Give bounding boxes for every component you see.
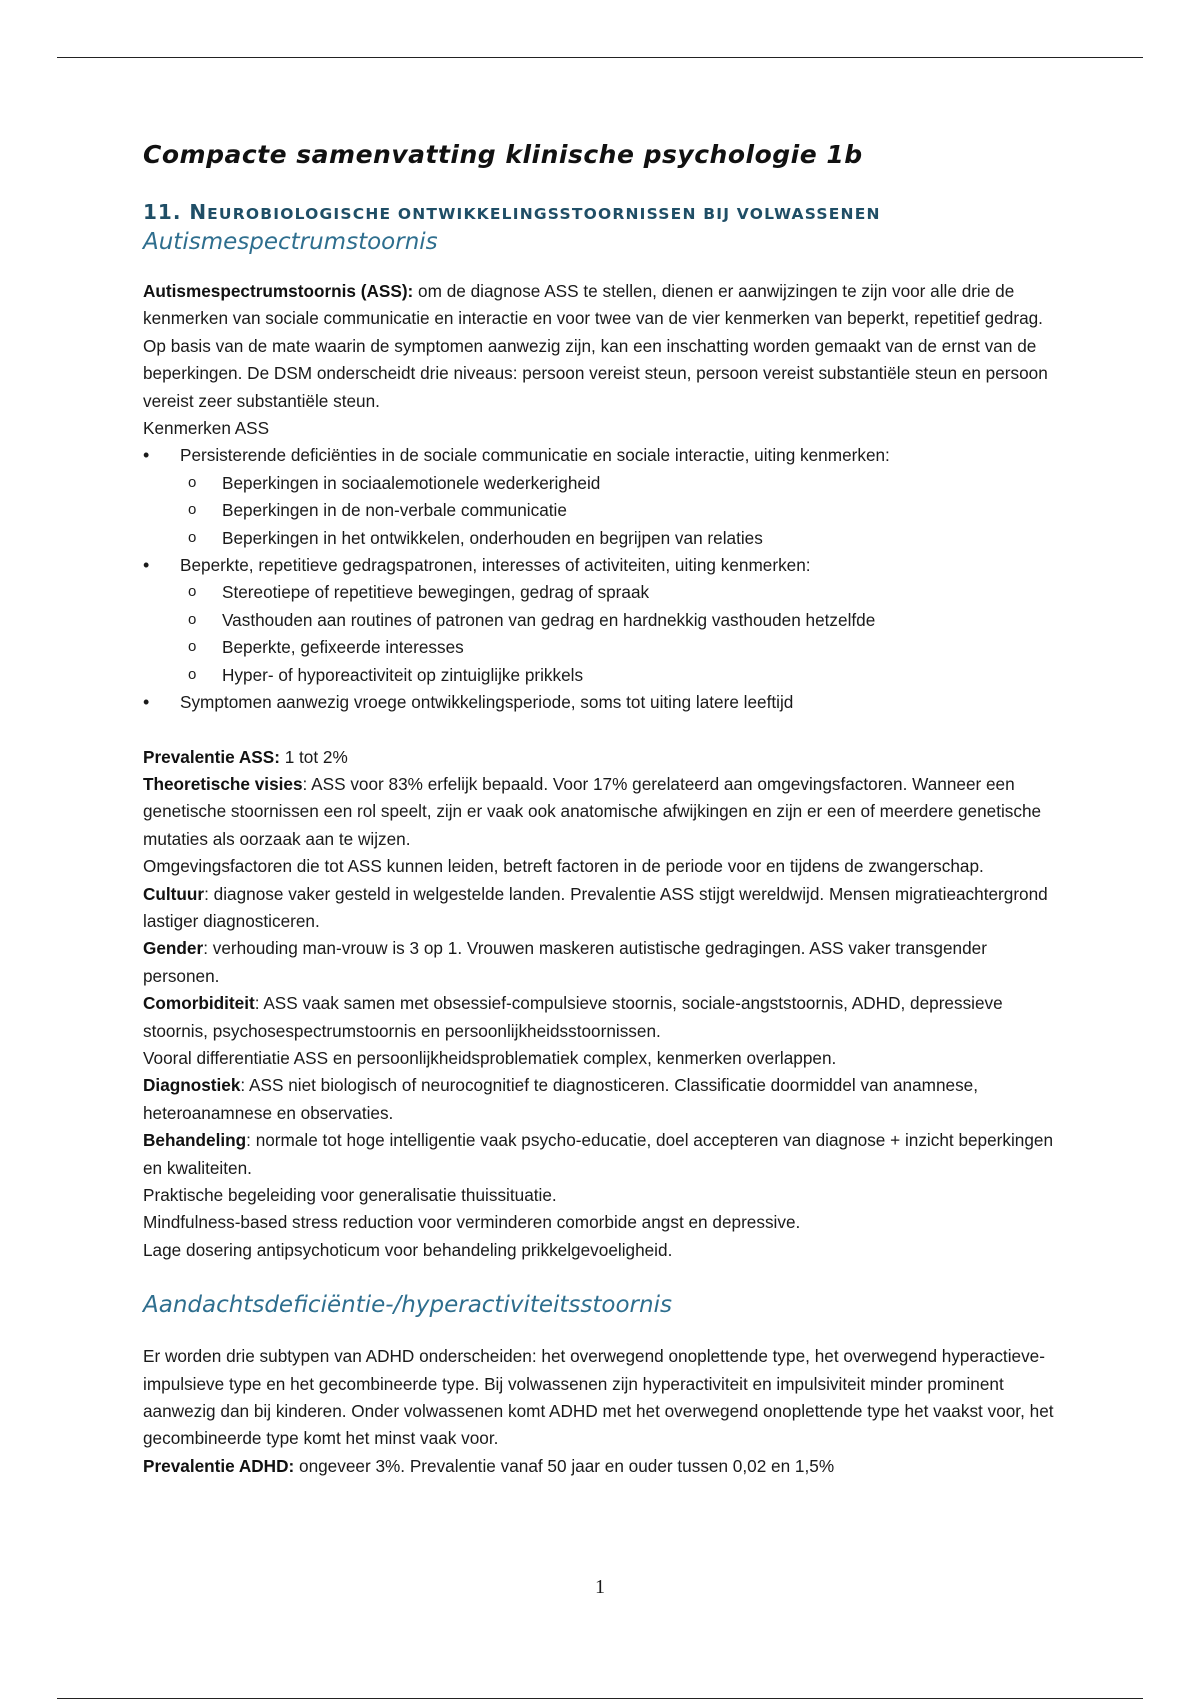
list-item: o Beperkingen in het ontwikkelen, onderhouden en begrijpen van relaties	[180, 525, 1063, 552]
list-item: • Beperkte, repetitieve gedragspatronen, interesses of activiteiten, uiting kenmerken: o Stereotiepe of repetitieve bewegingen, gedrag of spraak o Vasthouden aan routines of patronen van gedrag en hardnekkig vasthouden hetzelfde o Beperkte, gefixeerde interesses o Hyper- of hyporeactiviteit op zintuiglijke prikkels	[143, 552, 1063, 689]
list-item: o Vasthouden aan routines of patronen van gedrag en hardnekkig vasthouden hetzelfde	[180, 607, 1063, 634]
ass-intro-label: Autismespectrumstoornis (ASS):	[143, 281, 414, 301]
ass-differentiation: Vooral differentiatie ASS en persoonlijkheidsproblematiek complex, kenmerken overlappen.	[143, 1047, 837, 1068]
document-body	[143, 140, 1063, 1480]
adhd-prevalence: Prevalentie ADHD: ongeveer 3%. Prevalentie vanaf 50 jaar en ouder tussen 0,02 en 1,5%	[143, 1455, 835, 1476]
ass-treatment-extra: Mindfulness-based stress reduction voor verminderen comorbide angst en depressive.	[143, 1212, 801, 1233]
ass-treatment-extra: Praktische begeleiding voor generalisatie thuissituatie.	[143, 1185, 557, 1205]
list-item: o Beperkingen in de non-verbale communicatie	[180, 497, 1063, 524]
ass-culture: Cultuur: diagnose vaker gesteld in welgestelde landen. Prevalentie ASS stijgt wereldwijd. Mensen migratieachtergrond lastiger diagnosticeren.	[143, 883, 1048, 931]
ass-theory: Theoretische visies: ASS voor 83% erfelijk bepaald. Voor 17% gerelateerd aan omgevingsfactoren. Wanneer een genetische stoornissen een rol speelt, zijn er vaak ook anatomische afwijkingen en zijn er een of meerdere genetische mutaties als oorzaak aan te wijzen.	[143, 773, 1042, 849]
adhd-intro: Er worden drie subtypen van ADHD onderscheiden: het overwegend onoplettende type, het overwegend hyperactieve-impulsieve type en het gecombineerde type. Bij volwassenen zijn hyperactiviteit en impulsiviteit minder prominent aanwezig dan bij kinderen. Onder volwassenen komt ADHD met het overwegend onoplettende type het vaakst voor, het gecombineerde type komt het minst vaak voor.	[143, 1346, 1054, 1449]
sub-list	[180, 470, 1063, 552]
section-heading-adhd: Aandachtsdeficiëntie-/hyperactiviteitsstoornis	[143, 1292, 672, 1319]
ass-gender: Gender: verhouding man-vrouw is 3 op 1. Vrouwen maskeren autistische gedragingen. ASS vaker transgender personen.	[143, 938, 987, 986]
ass-prevalence: Prevalentie ASS: 1 tot 2%	[143, 746, 348, 767]
document-title: Compacte samenvatting klinische psychologie 1b	[143, 140, 863, 169]
ass-feature-list	[143, 442, 1063, 716]
page-number: 1	[595, 1576, 605, 1598]
ass-diagnostics: Diagnostiek: ASS niet biologisch of neurocognitief te diagnosticeren. Classificatie doormiddel van anamnese, heteroanamnese en observaties.	[143, 1075, 979, 1123]
list-item: o Beperkte, gefixeerde interesses	[180, 634, 1063, 661]
list-item: • Persisterende deficiënties in de sociale communicatie en sociale interactie, uiting kenmerken: o Beperkingen in sociaalemotionele wederkerigheid o Beperkingen in de non-verbale communicatie o Beperkingen in het ontwikkelen, onderhouden en begrijpen van relaties	[143, 442, 1063, 552]
chapter-number: 11. N	[143, 200, 208, 224]
footer-rule	[57, 1698, 1143, 1699]
ass-environment: Omgevingsfactoren die tot ASS kunnen leiden, betreft factoren in de periode voor en tijdens de zwangerschap.	[143, 856, 984, 877]
list-item: o Stereotiepe of repetitieve bewegingen, gedrag of spraak	[180, 579, 1063, 606]
chapter-title: EUROBIOLOGISCHE ONTWIKKELINGSSTOORNISSEN BIJ VOLWASSENEN	[207, 205, 881, 223]
ass-intro: Autismespectrumstoornis (ASS): om de diagnose ASS te stellen, dienen er aanwijzingen te zijn voor alle drie de kenmerken van sociale communicatie en interactie en voor twee van de vier kenmerken van beperkt, repetitief gedrag. Op basis van de mate waarin de symptomen aanwezig zijn, kan een inschatting worden gemaakt van de ernst van de beperkingen. De DSM onderscheidt drie niveaus: persoon vereist steun, persoon vereist substantiële steun en persoon vereist zeer substantiële steun.	[143, 281, 1048, 411]
ass-treatment: Behandeling: normale tot hoge intelligentie vaak psycho-educatie, doel accepteren van diagnose + inzicht beperkingen en kwaliteiten.	[143, 1130, 1054, 1178]
list-item: • Symptomen aanwezig vroege ontwikkelingsperiode, soms tot uiting latere leeftijd	[143, 689, 1063, 716]
section-heading-ass: Autismespectrumstoornis	[143, 229, 438, 255]
list-item: o Hyper- of hyporeactiviteit op zintuiglijke prikkels	[180, 662, 1063, 689]
ass-comorbidity: Comorbiditeit: ASS vaak samen met obsessief-compulsieve stoornis, sociale-angststoornis, ADHD, depressieve stoornis, psychosespectrumstoornis en persoonlijkheidsstoornissen.	[143, 993, 1003, 1041]
sub-list	[180, 579, 1063, 689]
list-caption: Kenmerken ASS	[143, 418, 270, 439]
chapter-heading	[143, 199, 1063, 227]
header-rule	[57, 57, 1143, 58]
list-item: o Beperkingen in sociaalemotionele wederkerigheid	[180, 470, 1063, 497]
ass-treatment-extra: Lage dosering antipsychoticum voor behandeling prikkelgevoeligheid.	[143, 1239, 673, 1260]
